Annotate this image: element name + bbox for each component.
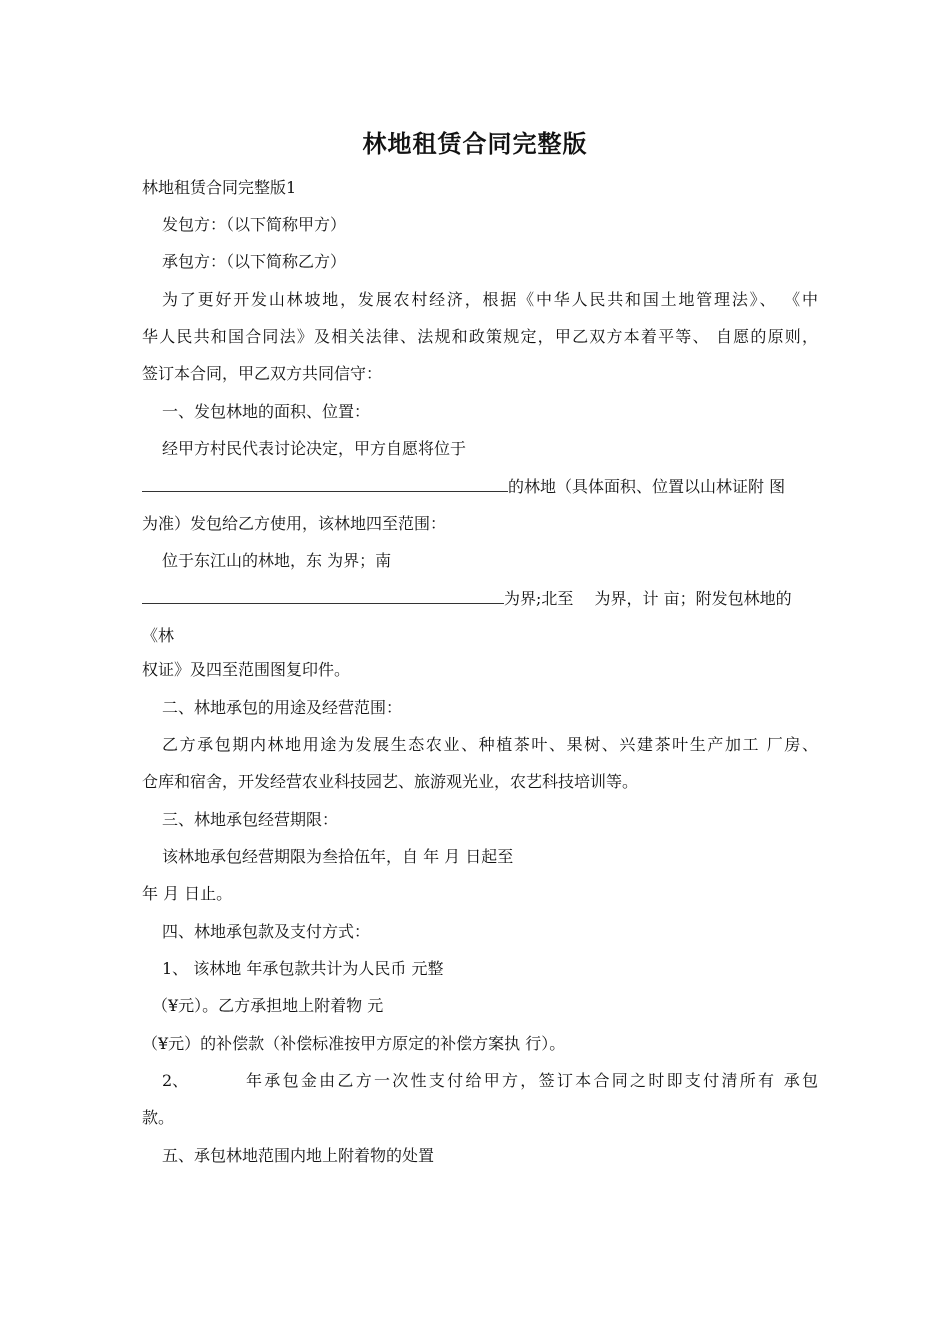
section-2-paragraph-2: 仓库和宿舍，开发经营农业科技园艺、旅游观光业，农艺科技培训等。 <box>142 772 639 791</box>
section-2-paragraph-1: 乙方承包期内林地用途为发展生态农业、种植茶叶、果树、兴建茶叶生产加工 厂房、 <box>162 735 818 754</box>
section-1-paragraph-1: 经甲方村民代表讨论决定，甲方自愿将位于 <box>162 439 467 458</box>
document-subtitle: 林地租赁合同完整版1 <box>142 178 297 197</box>
section-1-paragraph-7: 权证》及四至范围图复印件。 <box>142 660 351 679</box>
fill-in-blank <box>142 589 504 604</box>
section-2-heading: 二、林地承包的用途及经营范围： <box>162 698 403 717</box>
preamble-line-1: 为了更好开发山林坡地，发展农村经济，根据《中华人民共和国土地管理法》、 《中 <box>162 290 818 309</box>
section-4-item-2-continued: 款。 <box>142 1108 175 1127</box>
section-4-heading: 四、林地承包款及支付方式： <box>162 922 371 941</box>
section-1-paragraph-4: 位于东江山的林地，东 为界；南 <box>162 551 392 570</box>
section-4-item-2-number: 2、 <box>162 1071 189 1090</box>
section-1-heading: 一、发包林地的面积、位置： <box>162 402 371 421</box>
section-3-paragraph-1: 该林地承包经营期限为叁拾伍年，自 年 月 日起至 <box>162 847 514 866</box>
section-4-item-1-continued-2: （¥元）的补偿款（补偿标准按甲方原定的补偿方案执 行）。 <box>142 1034 566 1053</box>
section-5-heading: 五、承包林地范围内地上附着物的处置 <box>162 1146 435 1165</box>
section-3-paragraph-2: 年 月 日止。 <box>142 884 233 903</box>
section-1-paragraph-6: 《林 <box>142 626 175 645</box>
section-4-item-1: 1、 该林地 年承包款共计为人民币 元整 <box>162 959 444 978</box>
party-b-line: 承包方：（以下简称乙方） <box>162 252 347 271</box>
section-4-item-1-continued: （¥元）。乙方承担地上附着物 元 <box>152 996 384 1015</box>
document-title: 林地租赁合同完整版 <box>362 130 588 158</box>
section-4-item-2: 年承包金由乙方一次性支付给甲方，签订本合同之时即支付清所有 承包 <box>246 1071 818 1090</box>
party-a-line: 发包方：（以下简称甲方） <box>162 215 347 234</box>
section-1-paragraph-2: 的林地（具体面积、位置以山林证附 图 <box>142 477 785 497</box>
section-1-paragraph-3: 为准）发包给乙方使用，该林地四至范围： <box>142 514 447 533</box>
section-1-paragraph-5: 为界;北至 为界，计 亩；附发包林地的 <box>142 589 792 609</box>
preamble-line-2: 华人民共和国合同法》及相关法律、法规和政策规定，甲乙双方本着平等、 自愿的原则， <box>142 327 818 346</box>
section-3-heading: 三、林地承包经营期限： <box>162 810 339 829</box>
fill-in-blank <box>142 477 508 492</box>
preamble-line-3: 签订本合同，甲乙双方共同信守： <box>142 364 383 383</box>
